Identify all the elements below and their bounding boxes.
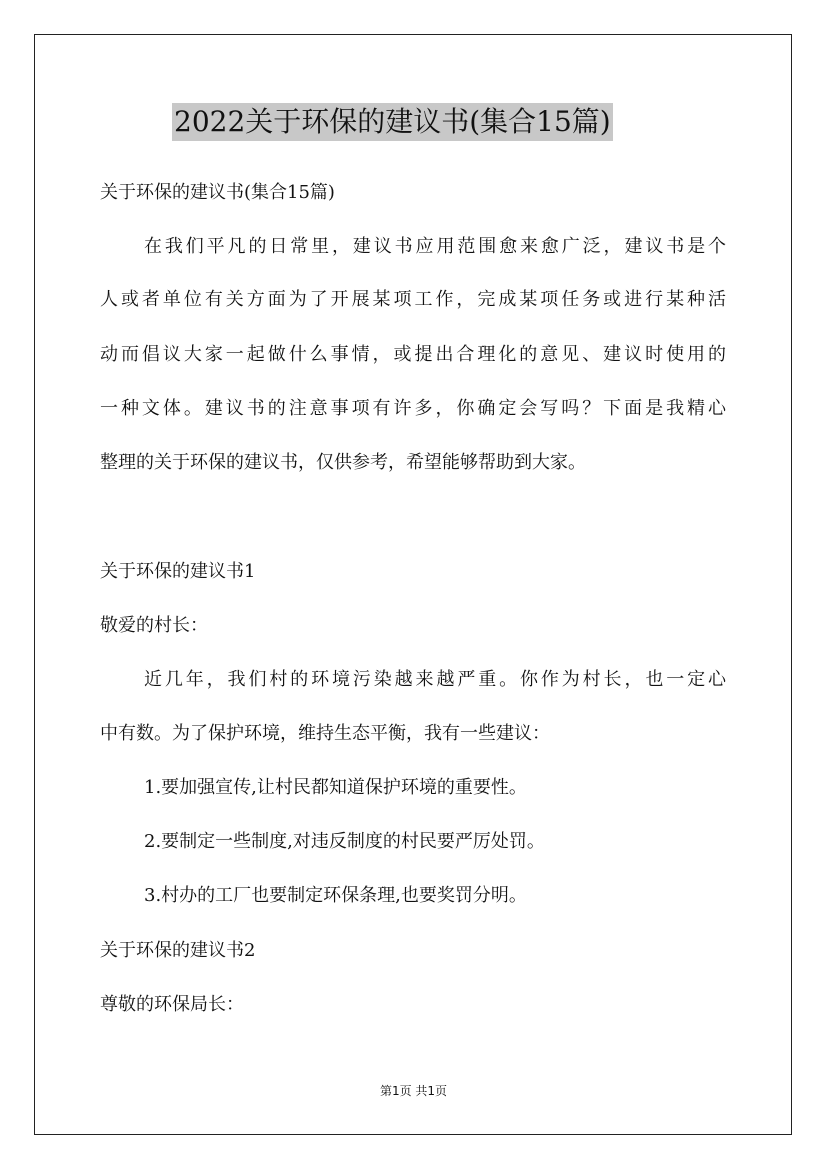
section-1-heading: 关于环保的建议书1 (100, 561, 256, 582)
document-title: 2022关于环保的建议书(集合15篇) (172, 103, 613, 141)
section-1-body-line-1: 近几年，我们村的环境污染越来越严重。你作为村长，也一定心 (144, 669, 726, 690)
intro-line-4: 一种文体。建议书的注意事项有许多，你确定会写吗？下面是我精心 (100, 398, 726, 419)
section-1-item-3: 3.村办的工厂也要制定环保条理,也要奖罚分明。 (144, 885, 527, 906)
intro-line-2: 人或者单位有关方面为了开展某项工作，完成某项任务或进行某种活 (100, 289, 726, 310)
intro-line-1: 在我们平凡的日常里，建议书应用范围愈来愈广泛，建议书是个 (144, 236, 726, 257)
section-1-item-1: 1.要加强宣传,让村民都知道保护环境的重要性。 (144, 777, 527, 798)
intro-line-5: 整理的关于环保的建议书，仅供参考，希望能够帮助到大家。 (100, 452, 586, 473)
intro-line-3: 动而倡议大家一起做什么事情，或提出合理化的意见、建议时使用的 (100, 344, 726, 365)
section-1-item-2: 2.要制定一些制度,对违反制度的村民要严厉处罚。 (144, 831, 545, 852)
section-2-salutation: 尊敬的环保局长： (100, 994, 244, 1015)
document-subtitle: 关于环保的建议书(集合15篇) (100, 182, 335, 203)
page-footer: 第1页 共1页 (379, 1084, 448, 1098)
section-2-heading: 关于环保的建议书2 (100, 940, 256, 961)
section-1-body-line-2: 中有数。为了保护环境，维持生态平衡，我有一些建议： (100, 723, 550, 744)
section-1-salutation: 敬爱的村长： (100, 615, 208, 636)
